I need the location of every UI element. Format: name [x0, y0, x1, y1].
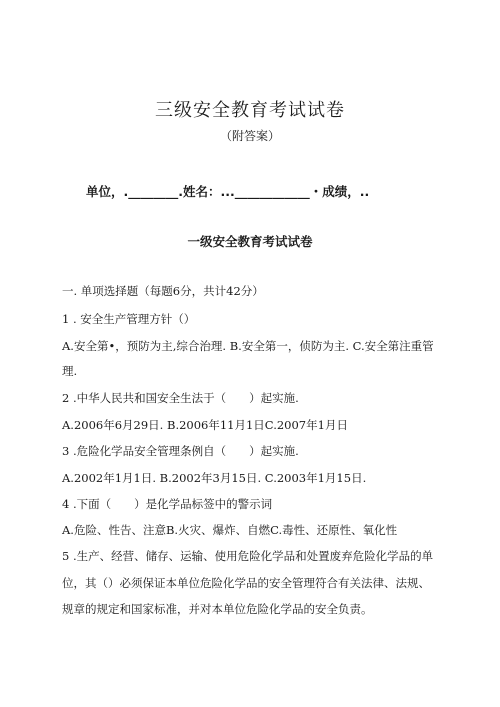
question-5-line-1: 5 .生产、经营、储存、运输、使用危险化学品和处置废弃危险化学品的单 [62, 549, 434, 563]
question-1-stem: 1 . 安全生产管理方针（） [62, 312, 196, 326]
exam-subtitle: （附答案） [219, 129, 280, 143]
question-4-options: A.危险、性告、注意B.火灾、爆炸、自燃C.毒性、还原性、氧化性 [62, 523, 398, 537]
question-3-stem: 3 .危险化学品安全管理条例自（ ）起实施. [62, 444, 299, 458]
section-title: 一级安全教育考试试卷 [187, 234, 313, 249]
question-2-stem: 2 .中华人民共和国安全生法于（ ）起实施. [62, 391, 299, 405]
candidate-info-line: 单位，.________.姓名：...____________・成绩，.. [86, 184, 370, 199]
exam-title: 三级安全教育考试试卷 [155, 100, 345, 121]
question-2-options: A.2006年6月29日. B.2006年11月1日C.2007年1月日 [62, 418, 348, 432]
question-5-line-2: 位，其（）必须保证本单位危险化学品的安全管理符合有关法律、法规、 [62, 576, 430, 590]
question-3-options: A.2002年1月1日. B.2002年3月15日. C.2003年1月15日. [62, 471, 367, 485]
question-1-options: A.安全第•，预防为主,综合治理. B.安全第一，侦防为主. C.安全第注重管 [62, 339, 434, 353]
question-4-stem: 4 .下面（ ）是化学品标签中的警示词 [62, 497, 273, 511]
question-1-options-cont: 理. [62, 364, 78, 378]
section-heading: 一. 单项选择题（每题6分，共计42分） [62, 284, 264, 298]
question-5-line-3: 规章的规定和国家标准，并对本单位危险化学品的安全负责。 [62, 602, 373, 616]
